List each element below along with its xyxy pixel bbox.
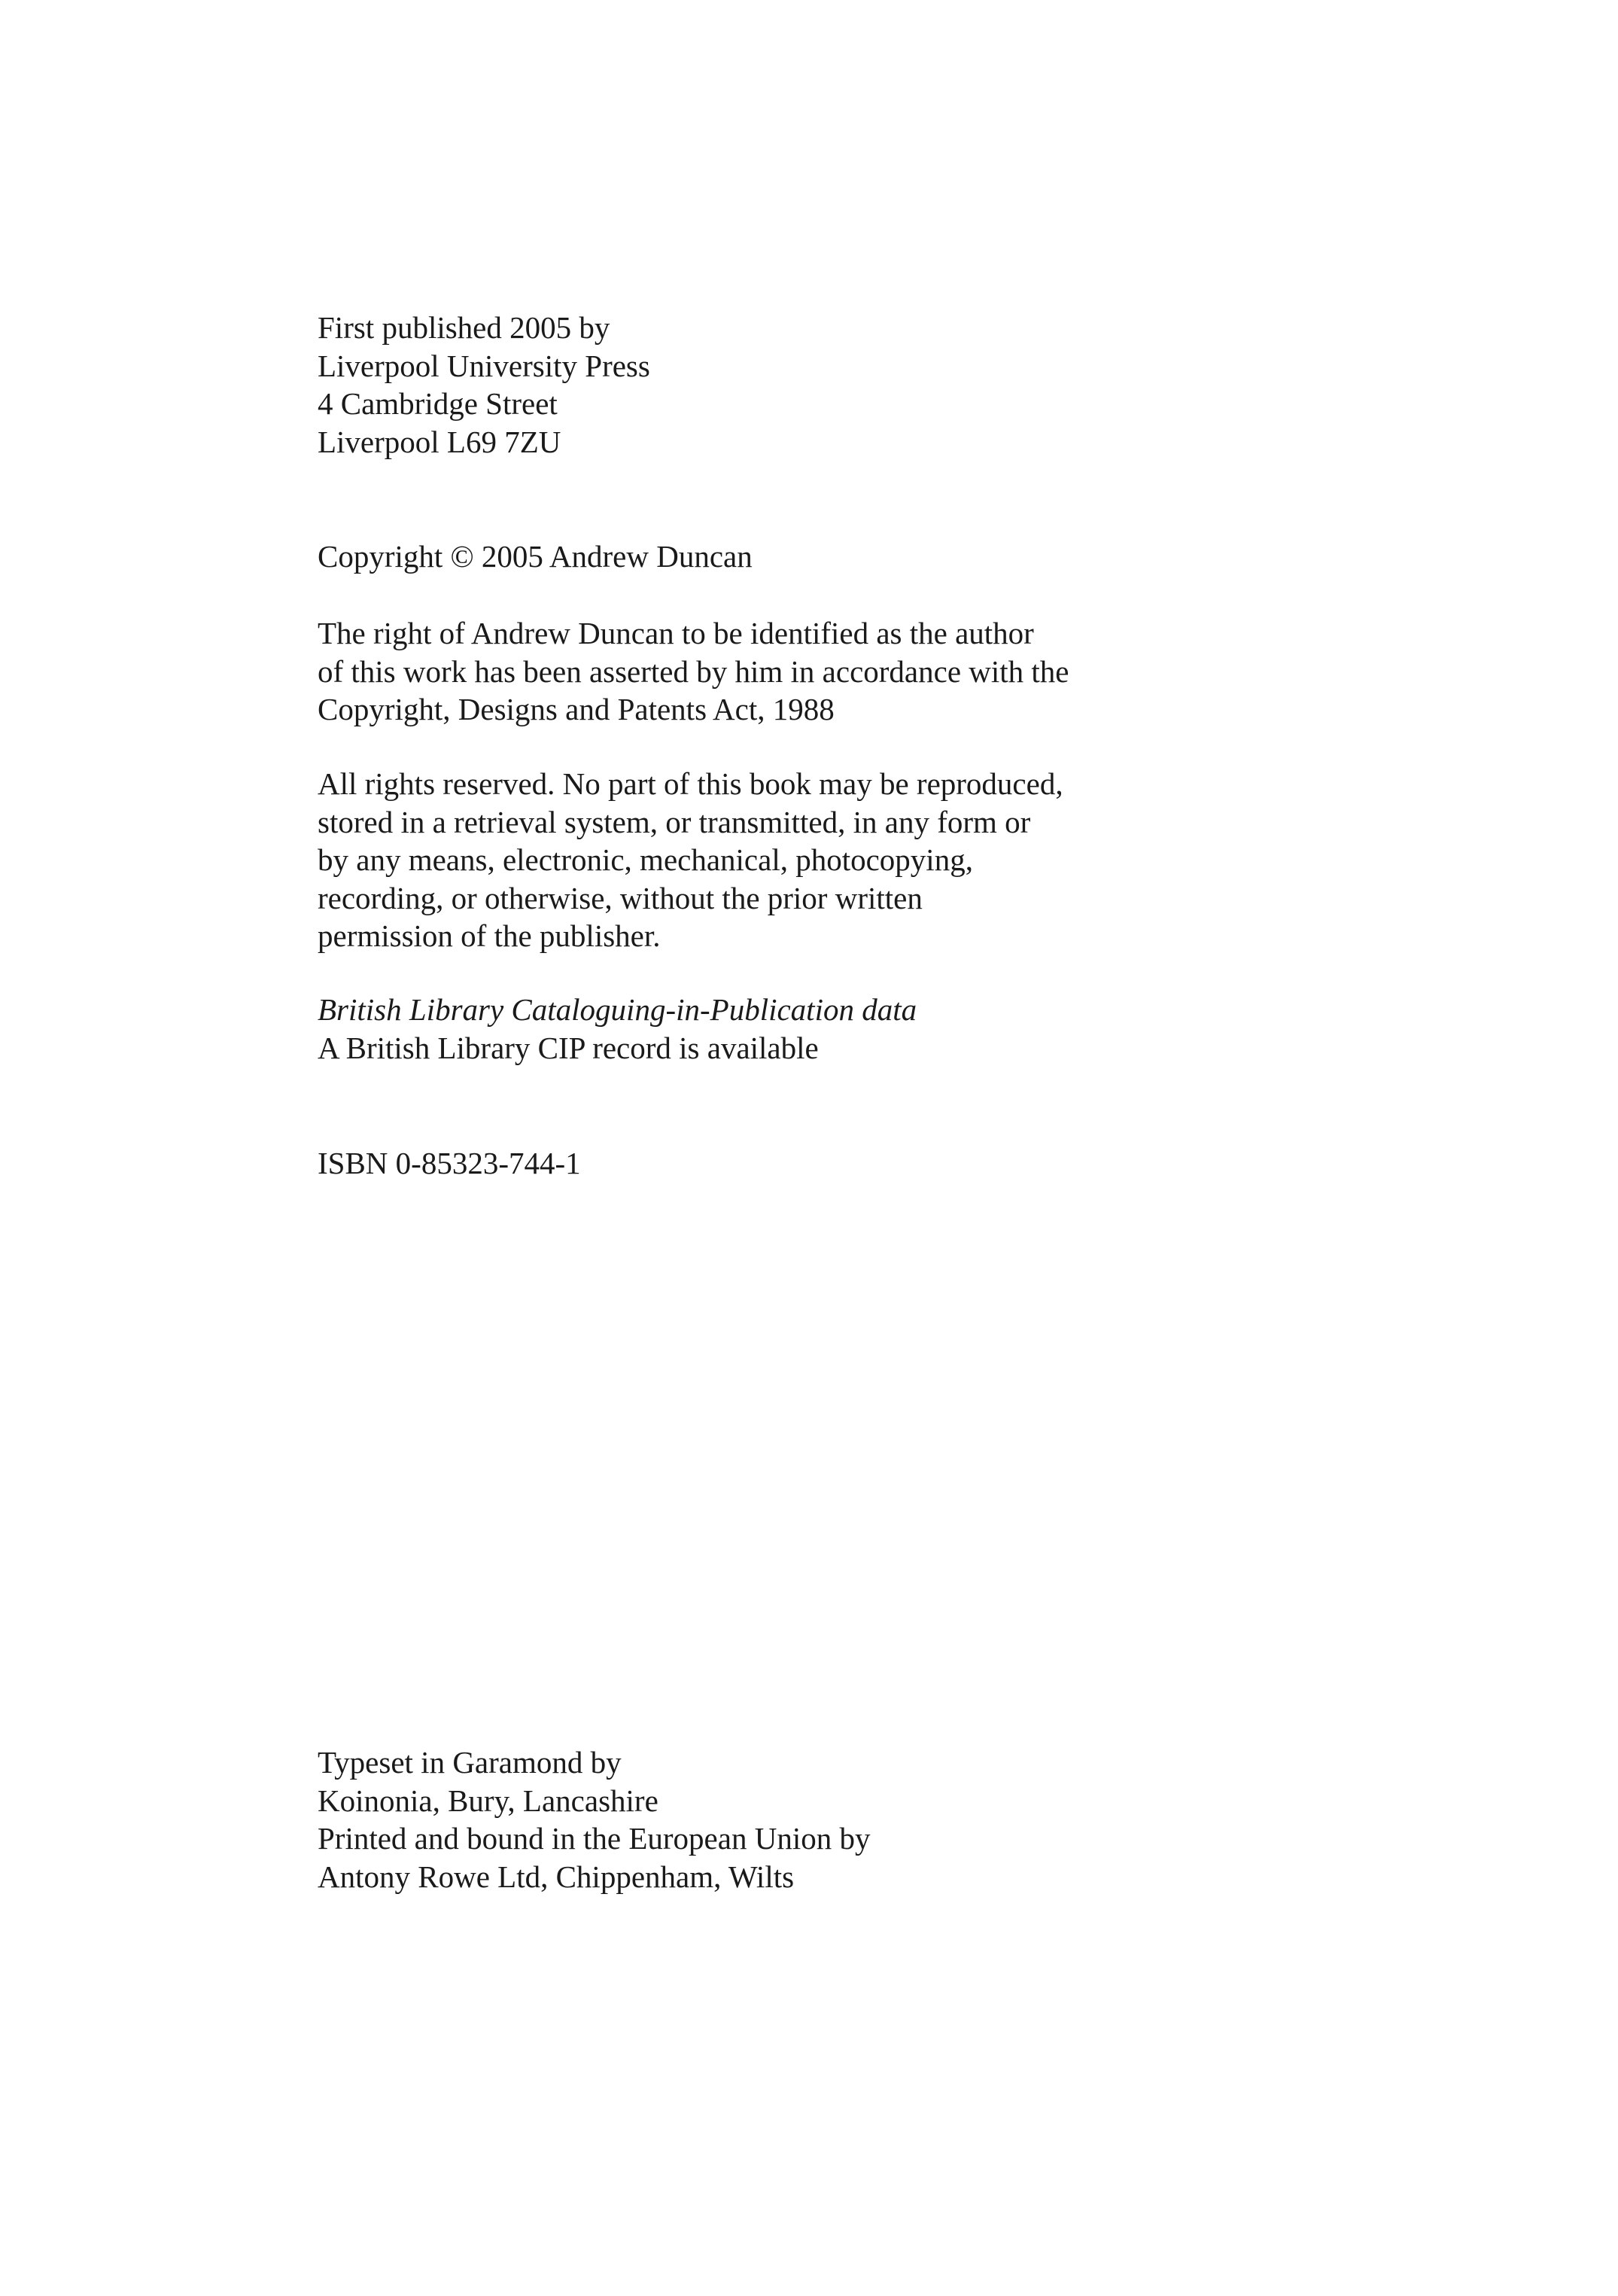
isbn-line: ISBN 0-85323-744-1	[318, 1146, 581, 1180]
rights-reserved-line: recording, or otherwise, without the prior written	[318, 880, 923, 915]
moral-rights-block	[318, 614, 1446, 729]
publisher-block	[318, 309, 1446, 461]
publisher-line: Liverpool University Press	[318, 348, 650, 383]
production-line: Typeset in Garamond by	[318, 1745, 622, 1780]
production-line: Koinonia, Bury, Lancashire	[318, 1783, 658, 1818]
rights-reserved-block	[318, 765, 1446, 955]
moral-rights-line: The right of Andrew Duncan to be identified as the author	[318, 616, 1034, 650]
moral-rights-line: Copyright, Designs and Patents Act, 1988	[318, 692, 835, 726]
cip-heading: British Library Cataloguing-in-Publication data	[318, 992, 917, 1027]
publisher-line: First published 2005 by	[318, 310, 610, 345]
production-block	[318, 1743, 1446, 1896]
rights-reserved-line: stored in a retrieval system, or transmitted, in any form or	[318, 804, 1031, 839]
publisher-line: 4 Cambridge Street	[318, 386, 558, 421]
isbn-block	[318, 1144, 1446, 1183]
moral-rights-line: of this work has been asserted by him in accordance with the	[318, 653, 1069, 689]
production-line: Printed and bound in the European Union by	[318, 1821, 871, 1856]
copyright-line: Copyright © 2005 Andrew Duncan	[318, 539, 753, 574]
publisher-line: Liverpool L69 7ZU	[318, 424, 561, 459]
rights-reserved-line: All rights reserved. No part of this book may be reproduced,	[318, 766, 1063, 801]
production-line: Antony Rowe Ltd, Chippenham, Wilts	[318, 1859, 795, 1894]
rights-reserved-line: by any means, electronic, mechanical, photocopying,	[318, 842, 973, 877]
cip-text: A British Library CIP record is available	[318, 1030, 819, 1065]
cip-block	[318, 991, 1446, 1067]
copyright-block	[318, 537, 1446, 576]
rights-reserved-line: permission of the publisher.	[318, 918, 661, 953]
